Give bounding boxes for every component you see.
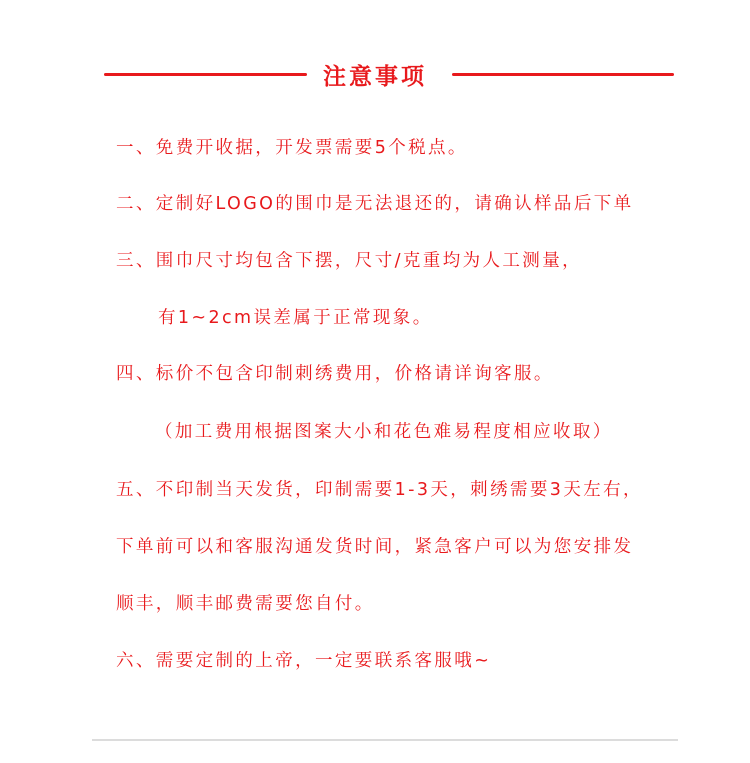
notice-line: 五、不印制当天发货，印制需要1-3天，刺绣需要3天左右， xyxy=(116,480,643,500)
notice-line: 三、围巾尺寸均包含下摆，尺寸/克重均为人工测量， xyxy=(116,251,582,271)
notice-line: 下单前可以和客服沟通发货时间，紧急客户可以为您安排发 xyxy=(116,537,634,557)
notice-line: 二、定制好LOGO的围巾是无法退还的，请确认样品后下单 xyxy=(116,194,634,214)
bottom-divider xyxy=(92,739,678,741)
notice-line: 四、标价不包含印制刺绣费用，价格请详询客服。 xyxy=(116,364,554,384)
title-rule-right xyxy=(452,73,674,76)
notice-line: 顺丰，顺丰邮费需要您自付。 xyxy=(116,594,375,614)
notice-line: 有1~2cm误差属于正常现象。 xyxy=(158,308,433,328)
notice-line: 六、需要定制的上帝，一定要联系客服哦~ xyxy=(116,651,492,671)
notice-note: （加工费用根据图案大小和花色难易程度相应收取） xyxy=(155,422,613,442)
page-title: 注意事项 xyxy=(323,64,427,90)
notice-line: 一、免费开收据，开发票需要5个税点。 xyxy=(116,138,468,158)
